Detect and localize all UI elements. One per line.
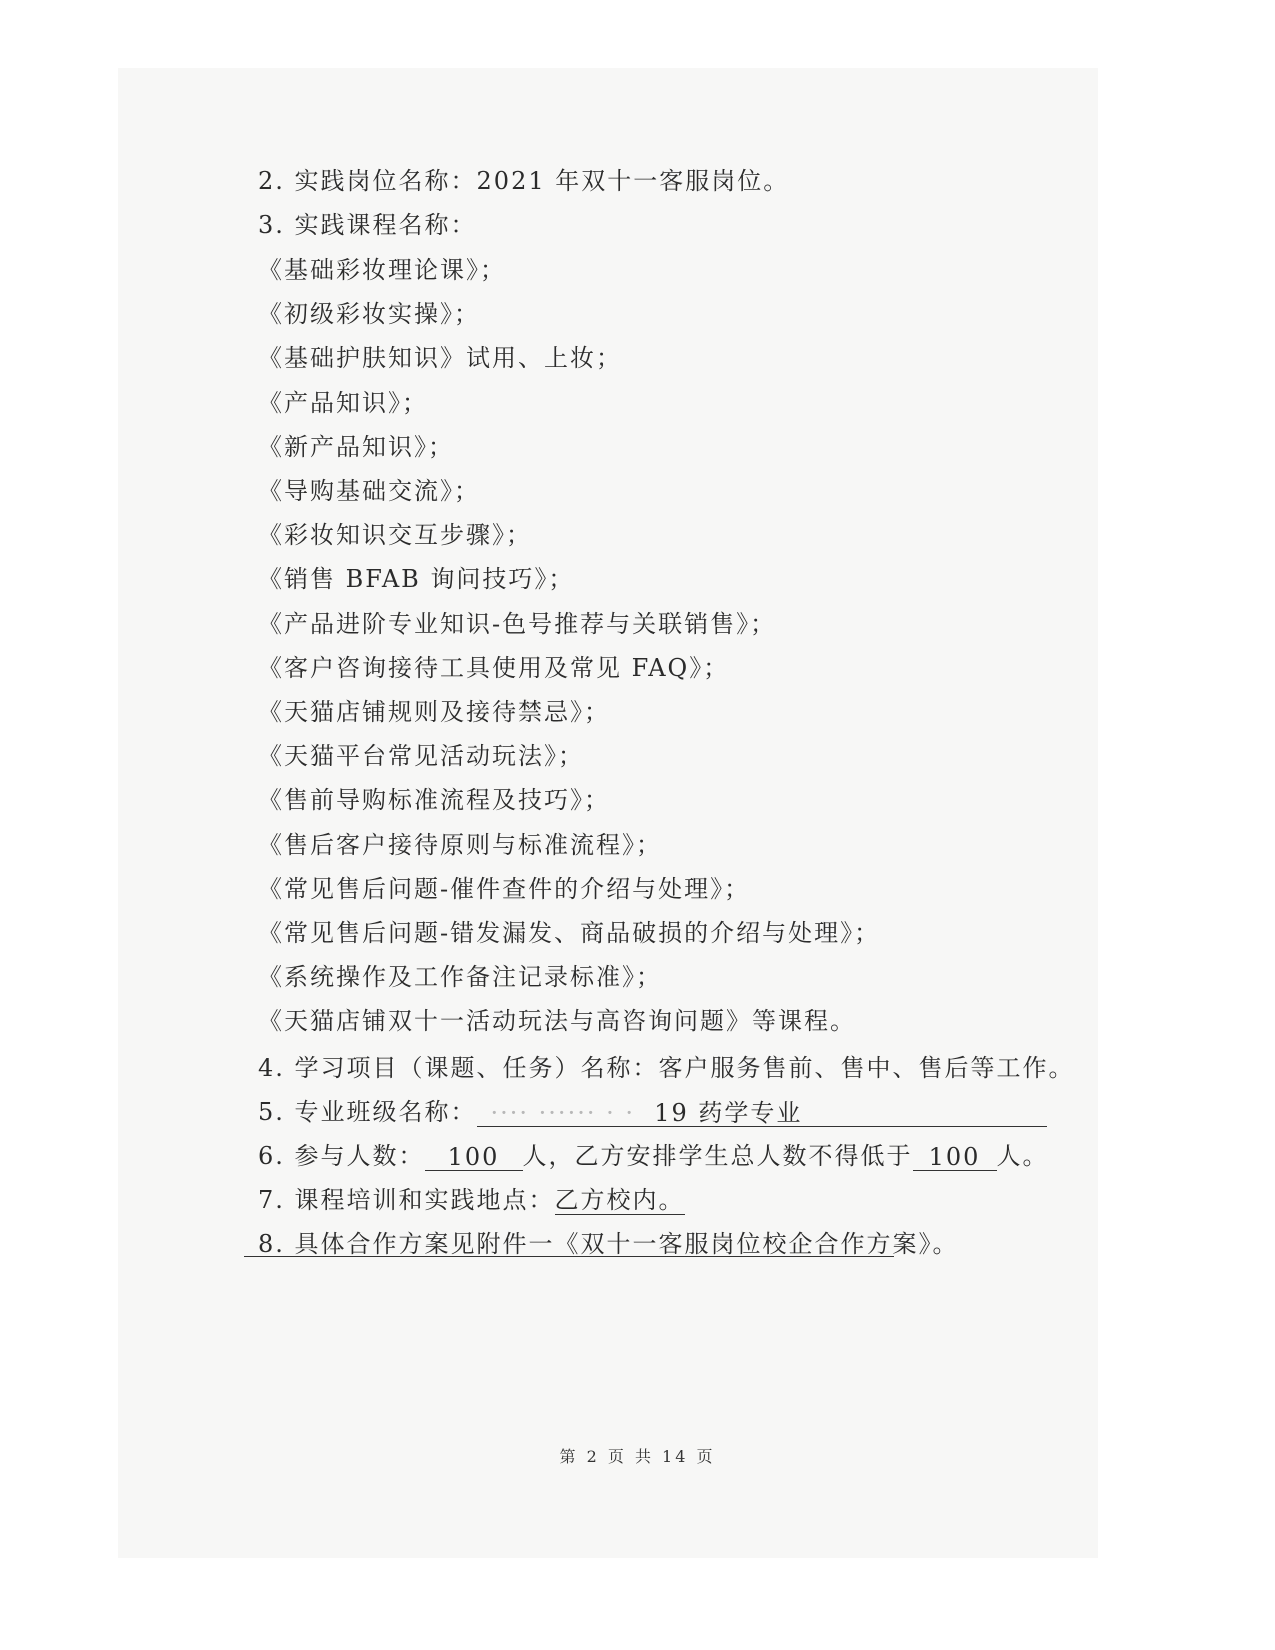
- course-item: 《彩妆知识交互步骤》；: [258, 521, 532, 550]
- course-item: 《常见售后问题-催件查件的介绍与处理》；: [258, 874, 751, 903]
- training-location-value: 乙方校内。: [554, 1186, 685, 1214]
- participant-count-blank: [425, 1142, 523, 1171]
- item-7-line: [258, 1185, 685, 1215]
- item-8-underline: [244, 1256, 894, 1257]
- item-6-label: 6. 参与人数：: [258, 1142, 425, 1170]
- page-footer: 第 2 页 共 14 页: [559, 1447, 716, 1466]
- participant-count-value: 100: [447, 1143, 500, 1171]
- smudged-text-mark: ···· ······ · ·: [490, 1099, 635, 1127]
- major-class-blank: [477, 1098, 1047, 1127]
- item-5-label: 5. 专业班级名称：: [258, 1098, 477, 1126]
- course-item: 《产品知识》；: [258, 388, 428, 417]
- course-item: 《基础彩妆理论课》；: [258, 256, 506, 284]
- course-item: 《常见售后问题-错发漏发、商品破损的介绍与处理》；: [258, 919, 881, 947]
- item-3-heading: 3. 实践课程名称：: [258, 211, 477, 239]
- course-item: 《客户咨询接待工具使用及常见 FAQ》；: [258, 653, 730, 682]
- item-6-middle-text: 人，乙方安排学生总人数不得低于: [522, 1142, 913, 1170]
- item-2-text: 2. 实践岗位名称：2021 年双十一客服岗位。: [258, 167, 790, 195]
- course-item: 《天猫店铺双十一活动玩法与高咨询问题》等课程。: [258, 1007, 856, 1036]
- course-item: 《销售 BFAB 询问技巧》；: [258, 565, 575, 594]
- course-item: 《天猫平台常见活动玩法》；: [258, 742, 584, 771]
- course-item: 《天猫店铺规则及接待禁忌》；: [258, 698, 610, 726]
- course-item: 《导购基础交流》；: [258, 477, 480, 505]
- course-item: 《初级彩妆实操》；: [258, 300, 480, 329]
- item-8-text: 8. 具体合作方案见附件一《双十一客服岗位校企合作方案》。: [258, 1230, 959, 1258]
- major-class-value: 19 药学专业: [654, 1099, 803, 1127]
- minimum-count-blank: [913, 1142, 997, 1171]
- course-item: 《售前导购标准流程及技巧》；: [258, 786, 610, 815]
- course-item: 《系统操作及工作备注记录标准》；: [258, 963, 662, 992]
- course-item: 《产品进阶专业知识-色号推荐与关联销售》；: [258, 609, 777, 638]
- item-6-line: [258, 1141, 1049, 1171]
- item-6-end-text: 人。: [996, 1142, 1049, 1170]
- course-item: 《基础护肤知识》试用、上妆；: [258, 344, 622, 373]
- item-4-text: 4. 学习项目（课题、任务）名称：客户服务售前、售中、售后等工作。: [258, 1054, 1075, 1082]
- course-item: 《新产品知识》；: [258, 432, 454, 461]
- minimum-count-value: 100: [928, 1143, 981, 1171]
- item-5-line: [258, 1097, 1047, 1127]
- item-7-label: 7. 课程培训和实践地点：: [258, 1186, 555, 1214]
- course-item: 《售后客户接待原则与标准流程》；: [258, 830, 662, 859]
